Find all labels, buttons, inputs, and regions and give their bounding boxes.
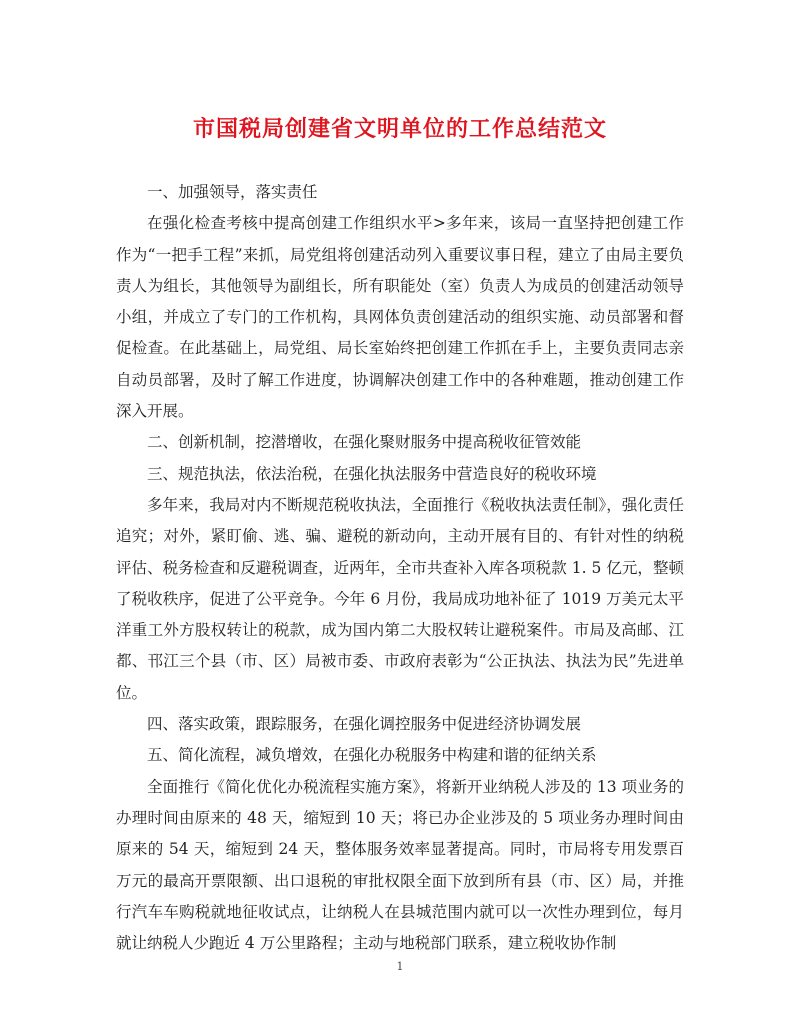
section-heading-3: 三、规范执法，依法治税，在强化执法服务中营造良好的税收环境 [147,464,597,483]
body-paragraph-3: 全面推行《简化优化办税流程实施方案》，将新开业纳税人涉及的 13 项业务的办理时间由原来的 48 天，缩短到 10 天；将已办企业涉及的 5 项业务办理时间由原来的 54 天，缩短到 24 天，整体服务效率显著提高。同时，市局将专用发票百万元的最高开票限额、出口退税的审批权限全面下放到所有县（市、区）局，并推行汽车车购税就地征收试点，让纳税人在县城范围内就可以一次性办理到位，每月就让纳税人少跑近 4 万公里路程；主动与地税部门联系，建立税收协作制 [116,777,684,953]
body-paragraph-2: 多年来，我局对内不断规范税收执法，全面推行《税收执法责任制》，强化责任追究；对外，紧盯偷、逃、骗、避税的新动向，主动开展有目的、有针对性的纳税评估、税务检查和反避税调查，近两年，全市共查补入库各项税款 1. 5 亿元，整顿了税收秩序，促进了公平竞争。今年 6 月份，我局成功地补征了 1019 万美元太平洋重工外方股权转让的税款，成为国内第二大股权转让避税案件。市局及高邮、江都、邗江三个县（市、区）局被市委、市政府表彰为“公正执法、执法为民”先进单位。 [116,495,684,702]
document-body [116,177,684,959]
document-title: 市国税局创建省文明单位的工作总结范文 [192,116,607,142]
page-number: 1 [396,960,404,973]
section-heading-5: 五、简化流程，减负增效，在强化办税服务中构建和谐的征纳关系 [147,746,597,765]
body-paragraph-1: 在强化检查考核中提高创建工作组织水平>多年来，该局一直坚持把创建工作作为“一把手工程”来抓，局党组将创建活动列入重要议事日程，建立了由局主要负责人为组长，其他领导为副组长，所有职能处（室）负责人为成员的创建活动领导小组，并成立了专门的工作机构，具网体负责创建活动的组织实施、动员部署和督促检查。在此基础上，局党组、局长室始终把创建工作抓在手上，主要负责同志亲自动员部署，及时了解工作进度，协调解决创建工作中的各种难题，推动创建工作深入开展。 [116,214,684,421]
section-heading-2: 二、创新机制，挖潜增收，在强化聚财服务中提高税收征管效能 [147,433,582,452]
section-heading-1: 一、加强领导，落实责任 [147,183,318,201]
section-heading-4: 四、落实政策，跟踪服务，在强化调控服务中促进经济协调发展 [147,715,582,734]
